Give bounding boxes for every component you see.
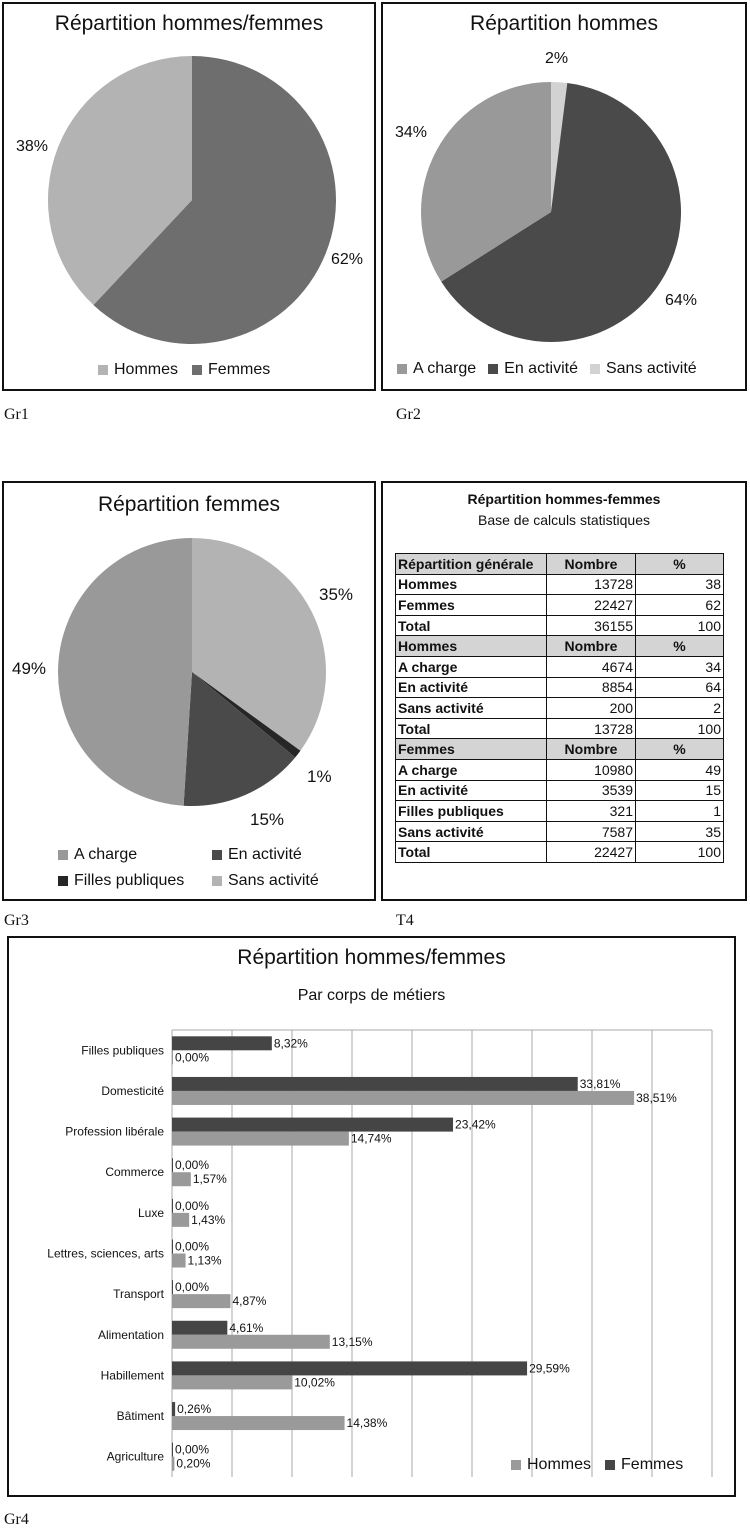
gr1-caption: Gr1 [4, 406, 29, 423]
gr4-value-label-femmes: 33,81% [579, 1076, 621, 1091]
t4-cell: 15 [636, 780, 724, 801]
gr3-pct-en-activite: 15% [250, 810, 285, 829]
gr3-pct-a-charge: 49% [12, 659, 47, 678]
gr4-bar-femmes [172, 1240, 173, 1254]
gr4-bar-femmes [172, 1077, 578, 1091]
gr3-legend-row2 [58, 872, 319, 890]
gr4-value-label-hommes: 4,87% [232, 1294, 267, 1309]
gr3-legend-row1 [58, 846, 302, 864]
gr4-bar-hommes [172, 1416, 345, 1430]
gr4-value-label-hommes: 0,00% [175, 1050, 210, 1065]
t4-cell: 100 [636, 718, 724, 739]
gr4-bar-hommes [172, 1050, 173, 1064]
gr3-legend-swatch-filles-publiques [58, 876, 68, 886]
t4-cell: 3539 [547, 780, 636, 801]
gr4-bar-femmes [172, 1443, 173, 1457]
gr4-value-label-femmes: 0,00% [175, 1442, 210, 1457]
gr4-category-label: Filles publiques [81, 1043, 164, 1058]
gr2-legend-label-en-activite: En activité [504, 360, 578, 377]
gr4-category-label: Lettres, sciences, arts [47, 1246, 164, 1261]
gr1-legend-swatch-hommes [98, 365, 108, 375]
t4-cell: 10980 [547, 759, 636, 780]
gr2-pct-sans-activite: 2% [545, 50, 569, 67]
gr4-bar-femmes [172, 1118, 453, 1132]
t4-cell: Femmes [396, 739, 547, 760]
gr4-legend-label-hommes: Hommes [527, 1456, 592, 1473]
gr4-category-label: Habillement [100, 1368, 164, 1383]
gr4-bar-femmes [172, 1158, 173, 1172]
t4-cell: Répartition générale [396, 554, 547, 575]
t4-header-row [396, 739, 724, 760]
gr3-legend-swatch-sans-activite [212, 876, 222, 886]
t4-cell: 36155 [547, 615, 636, 636]
gr4-value-label-hommes: 1,43% [191, 1212, 226, 1227]
t4-cell: Sans activité [396, 698, 547, 719]
t4-cell: 1 [636, 801, 724, 822]
t4-title: Répartition hommes-femmes [467, 491, 661, 507]
t4-subtitle: Base de calculs statistiques [478, 512, 650, 528]
gr4-value-label-femmes: 8,32% [273, 1036, 308, 1051]
gr4-value-label-femmes: 29,59% [529, 1361, 570, 1376]
gr2-legend [397, 360, 697, 378]
gr1-pct-hommes: 38% [16, 138, 49, 155]
t4-cell: 8854 [547, 677, 636, 698]
t4-row [396, 677, 724, 698]
gr2-panel [381, 2, 747, 391]
t4-cell: 2 [636, 698, 724, 719]
gr3-legend-label-en-activite: En activité [228, 846, 302, 863]
gr4-bar-hommes [172, 1091, 634, 1105]
gr4-value-label-hommes: 0,20% [176, 1456, 211, 1471]
t4-cell: A charge [396, 759, 547, 780]
gr4-bar-hommes [172, 1294, 230, 1308]
gr4-legend [511, 1456, 683, 1474]
t4-cell: 22427 [547, 595, 636, 616]
gr4-panel [7, 936, 736, 1497]
gr2-pct-en-activite: 64% [665, 292, 698, 309]
t4-row [396, 698, 724, 719]
gr3-pie [4, 483, 374, 899]
gr4-value-label-hommes: 10,02% [294, 1375, 335, 1390]
t4-cell: 100 [636, 615, 724, 636]
gr4-legend-swatch-femmes [605, 1460, 615, 1470]
gr3-legend-label-sans-activite: Sans activité [228, 872, 319, 889]
t4-cell: 100 [636, 842, 724, 863]
gr1-panel [2, 2, 376, 391]
gr4-category-label: Agriculture [106, 1449, 164, 1464]
t4-cell: Sans activité [396, 821, 547, 842]
gr4-caption: Gr4 [4, 1511, 29, 1528]
gr4-category-label: Profession libérale [65, 1124, 164, 1139]
gr4-bar-hommes [172, 1335, 330, 1349]
gr3-pct-sans-activite: 35% [319, 585, 354, 604]
t4-cell: 321 [547, 801, 636, 822]
t4-cell: % [636, 739, 724, 760]
t4-cell: Hommes [396, 574, 547, 595]
gr3-legend-label-filles-publiques: Filles publiques [74, 872, 185, 889]
gr3-legend-label-a-charge: A charge [74, 846, 138, 863]
gr4-category-label: Bâtiment [116, 1409, 164, 1424]
gr3-slice-a-charge [58, 538, 192, 806]
gr4-value-label-hommes: 1,13% [187, 1253, 222, 1268]
gr4-value-label-hommes: 1,57% [192, 1172, 227, 1187]
gr4-value-label-hommes: 14,38% [346, 1416, 388, 1431]
t4-cell: Nombre [547, 636, 636, 657]
t4-cell: 13728 [547, 718, 636, 739]
gr4-value-label-hommes: 38,51% [636, 1090, 677, 1105]
t4-cell: Nombre [547, 554, 636, 575]
gr4-category-label: Commerce [105, 1165, 164, 1180]
gr4-bar-hommes [172, 1132, 349, 1146]
t4-cell: En activité [396, 780, 547, 801]
t4-cell: 13728 [547, 574, 636, 595]
gr2-legend-swatch-en-activite [488, 364, 498, 374]
t4-cell: 38 [636, 574, 724, 595]
t4-cell: Total [396, 615, 547, 636]
gr2-title: Répartition hommes [470, 12, 658, 35]
gr4-value-label-femmes: 0,00% [175, 1198, 210, 1213]
gr4-value-label-femmes: 23,42% [455, 1117, 496, 1132]
gr1-legend-label-femmes: Femmes [208, 361, 271, 378]
t4-cell: 7587 [547, 821, 636, 842]
gr4-bar-femmes [172, 1036, 272, 1050]
gr4-bar-femmes [172, 1321, 227, 1335]
gr1-legend [98, 361, 270, 379]
t4-cell: Hommes [396, 636, 547, 657]
gr4-bar-hommes [172, 1172, 191, 1186]
gr1-legend-swatch-femmes [192, 365, 202, 375]
t4-cell: 62 [636, 595, 724, 616]
t4-cell: 200 [547, 698, 636, 719]
t4-table [395, 553, 724, 863]
gr4-bar-femmes [172, 1199, 173, 1213]
t4-row [396, 821, 724, 842]
t4-header-row [396, 554, 724, 575]
gr3-caption: Gr3 [4, 912, 29, 929]
gr1-pct-femmes: 62% [331, 251, 364, 268]
gr2-pct-a-charge: 34% [395, 124, 428, 141]
gr4-title: Répartition hommes/femmes [237, 946, 506, 969]
gr3-title: Répartition femmes [97, 493, 281, 516]
gr4-value-label-hommes: 14,74% [350, 1131, 392, 1146]
t4-row [396, 780, 724, 801]
gr4-bar-hommes [172, 1375, 292, 1389]
t4-cell: 4674 [547, 656, 636, 677]
gr2-legend-swatch-a-charge [397, 364, 407, 374]
t4-row [396, 615, 724, 636]
t4-row [396, 656, 724, 677]
t4-cell: 49 [636, 759, 724, 780]
gr4-bar-femmes [172, 1280, 173, 1294]
gr4-category-label: Transport [113, 1287, 164, 1302]
t4-cell: % [636, 554, 724, 575]
t4-cell: 22427 [547, 842, 636, 863]
gr3-legend-swatch-a-charge [58, 850, 68, 860]
t4-panel [381, 481, 747, 901]
t4-cell: 64 [636, 677, 724, 698]
gr3-legend-swatch-en-activite [212, 850, 222, 860]
t4-row [396, 759, 724, 780]
t4-cell: A charge [396, 656, 547, 677]
t4-header-row [396, 636, 724, 657]
gr4-value-label-femmes: 0,26% [177, 1402, 212, 1417]
gr4-legend-label-femmes: Femmes [621, 1456, 684, 1473]
gr4-value-label-femmes: 0,00% [175, 1280, 210, 1295]
gr4-category-label: Alimentation [97, 1327, 164, 1342]
t4-cell: Filles publiques [396, 801, 547, 822]
t4-cell: Nombre [547, 739, 636, 760]
t4-cell: Total [396, 842, 547, 863]
gr4-bar-femmes [172, 1361, 527, 1375]
gr4-bar-hommes [172, 1213, 189, 1227]
t4-cell: 35 [636, 821, 724, 842]
gr2-caption: Gr2 [396, 406, 421, 423]
gr4-value-label-hommes: 13,15% [331, 1334, 373, 1349]
gr4-subtitle: Par corps de métiers [297, 987, 446, 1004]
t4-row [396, 801, 724, 822]
t4-cell: Femmes [396, 595, 547, 616]
gr3-pct-filles-publiques: 1% [307, 767, 332, 786]
gr4-bar-hommes [172, 1254, 186, 1268]
gr1-pie [4, 4, 374, 389]
gr1-legend-label-hommes: Hommes [114, 361, 179, 378]
gr4-bar-chart [9, 938, 734, 1495]
gr4-value-label-femmes: 4,61% [229, 1320, 264, 1335]
t4-cell: Total [396, 718, 547, 739]
gr4-category-label: Luxe [137, 1205, 164, 1220]
gr2-legend-label-a-charge: A charge [413, 360, 477, 377]
t4-row [396, 595, 724, 616]
gr4-legend-swatch-hommes [511, 1460, 521, 1470]
gr4-value-label-femmes: 0,00% [175, 1239, 210, 1254]
gr2-legend-swatch-sans-activite [590, 364, 600, 374]
t4-row [396, 718, 724, 739]
t4-caption: T4 [396, 912, 414, 929]
t4-cell: % [636, 636, 724, 657]
t4-row [396, 842, 724, 863]
t4-cell: 34 [636, 656, 724, 677]
t4-row [396, 574, 724, 595]
gr1-title: Répartition hommes/femmes [54, 12, 324, 35]
gr4-bar-femmes [172, 1402, 175, 1416]
gr4-value-label-femmes: 0,00% [175, 1158, 210, 1173]
gr4-bar-hommes [172, 1457, 174, 1471]
gr4-category-label: Domesticité [101, 1083, 164, 1098]
t4-cell: En activité [396, 677, 547, 698]
gr2-legend-label-sans-activite: Sans activité [605, 360, 697, 377]
gr3-panel [2, 481, 376, 901]
